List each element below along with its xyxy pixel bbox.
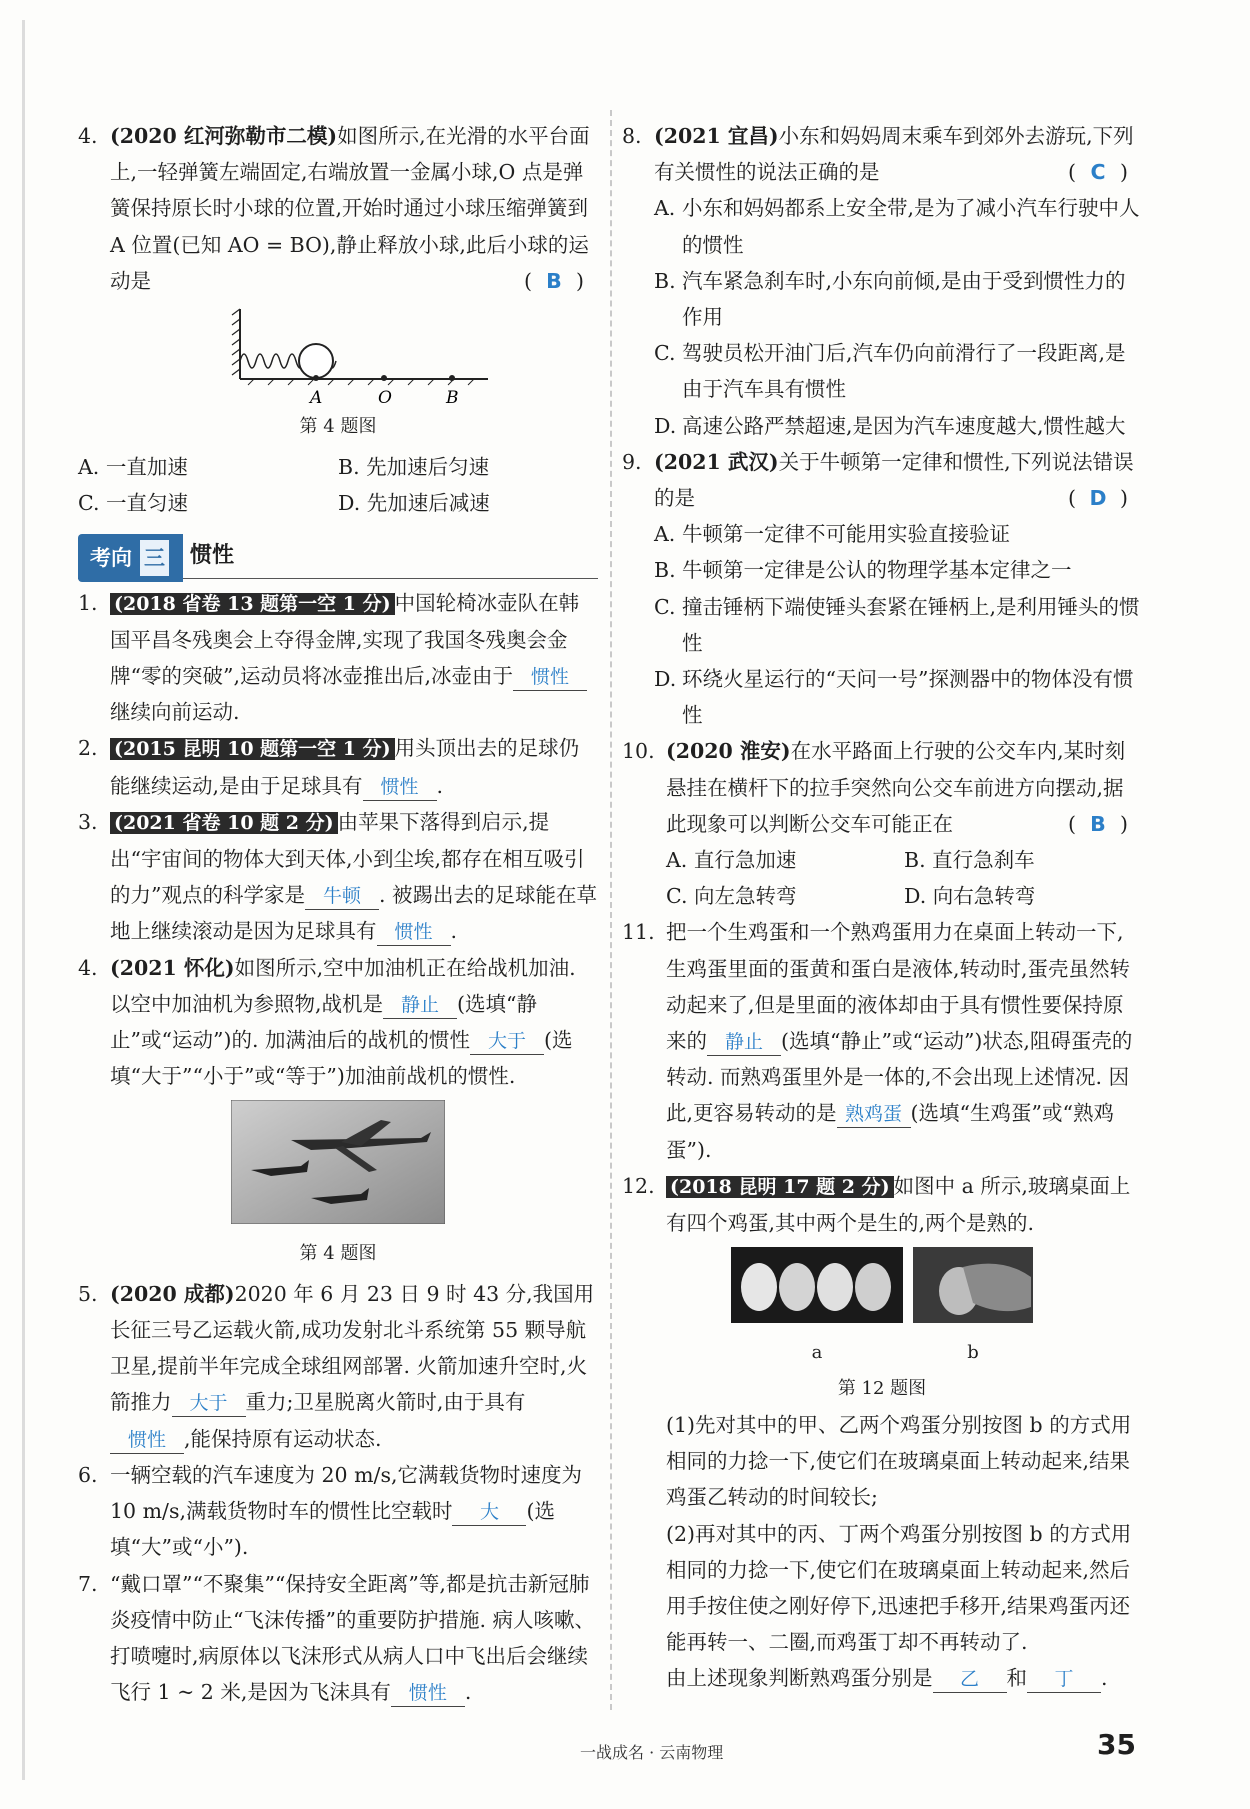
- option-b: B. 先加速后匀速: [338, 455, 490, 480]
- option-a: A. 一直加速: [78, 455, 188, 480]
- q12-part-1: (1)先对其中的甲、乙两个鸡蛋分别按图 b 的方式用相同的力捻一下,使它们在玻璃桌面上转动起来,结果鸡蛋乙转动的时间较长;: [666, 1412, 1132, 1510]
- exam-tag: (2018 昆明 17 题 2 分): [666, 1176, 894, 1198]
- question-text: 如图所示,在光滑的水平台面上,一轻弹簧左端固定,右端放置一金属小球,O 点是弹簧保持原长时小球的位置,开始时通过小球压缩弹簧到 A 位置(已知 AO = BO),静止释放小球,此后小球的运动是: [110, 124, 590, 293]
- answer-blank: 惯性: [110, 1427, 184, 1454]
- column-divider: [610, 110, 612, 1710]
- answer-blank: 大: [452, 1499, 526, 1526]
- section-header: [78, 530, 598, 579]
- answer-paren: ( B ): [1068, 806, 1128, 842]
- answer-blank: 惯性: [363, 774, 437, 801]
- option-b: B. 直行急刹车: [904, 848, 1035, 873]
- answer-paren: ( C ): [1068, 154, 1128, 190]
- answer-blank: 大于: [172, 1390, 246, 1417]
- answer-blank: 牛顿: [305, 883, 379, 910]
- figure-caption: 第 4 题图: [299, 1242, 377, 1264]
- option-c: C. 一直匀速: [78, 491, 189, 516]
- options: [666, 878, 1142, 914]
- option-c: C. 撞击锤柄下端使锤头套紧在锤柄上,是利用锤头的惯性: [654, 594, 1140, 655]
- option-d: D. 先加速后减速: [338, 491, 490, 516]
- option-b: B. 牛顿第一定律是公认的物理学基本定律之一: [654, 558, 1072, 583]
- label-b: B: [446, 388, 459, 408]
- answer-blank: 惯性: [377, 919, 451, 946]
- exam-tag: (2015 昆明 10 题第一空 1 分): [110, 738, 395, 760]
- book-footer: 一战成名 · 云南物理: [580, 1743, 724, 1762]
- q12-conclusion: 由上述现象判断熟鸡蛋分别是 乙 和 丁 .: [622, 1660, 1142, 1696]
- answer-blank: 惯性: [391, 1680, 465, 1707]
- option-c: C. 向左急转弯: [666, 884, 797, 909]
- question-11: 11. 把一个生鸡蛋和一个熟鸡蛋用力在桌面上转动一下,生鸡蛋里面的蛋黄和蛋白是液体,转动时,蛋壳虽然转动起来了,但是里面的液体却由于具有惯性要保持原来的 静止 (选填“静止”或“运动”)状态,阻碍蛋壳的转动. 而熟鸡蛋里外是一体的,不会出现上述情况. 因此,更容易转动的是 熟鸡蛋 (选填“生鸡蛋”或“熟鸡蛋”).: [622, 920, 1133, 1162]
- aircraft-photo: [78, 1100, 598, 1235]
- answer-paren: ( D ): [1068, 480, 1128, 516]
- section-pill: 考向 三: [78, 534, 183, 582]
- hand-egg-image: [913, 1247, 1033, 1323]
- option-d: D. 环绕火星运行的“天问一号”探测器中的物体没有惯性: [654, 667, 1134, 728]
- answer-choice: D: [1089, 486, 1107, 511]
- question-5: 5. (2020 成都)2020 年 6 月 23 日 9 时 43 分,我国用长征三号乙运载火箭,成功发射北斗系统第 55 颗导航卫星,提前半年完成全球组网部署. 火箭加速升空时,火箭推力 大于 重力;卫星脱离火箭时,由于具有惯性 ,能保持原有运动状态.: [78, 1276, 598, 1457]
- answer-choice: C: [1090, 160, 1106, 185]
- right-column: [622, 118, 1142, 1697]
- option-a: A. 直行急加速: [666, 848, 797, 873]
- question-7: 7. “戴口罩”“不聚集”“保持安全距离”等,都是抗击新冠肺炎疫情中防止“飞沫传播”的重要防护措施. 病人咳嗽、打喷嚏时,病原体以飞沫形式从病人口中飞出后会继续飞行 1 ~ 2 米,是因为飞沫具有 惯性 .: [78, 1566, 598, 1711]
- question-6: 6. 一辆空载的汽车速度为 20 m/s,它满载货物时速度为 10 m/s,满载货物时车的惯性比空载时 大 (选填“大”或“小”).: [78, 1462, 582, 1560]
- exam-tag: (2018 省卷 13 题第一空 1 分): [110, 593, 395, 615]
- option-a: A. 小东和妈妈都系上安全带,是为了减小汽车行驶中人的惯性: [654, 196, 1140, 257]
- spring-diagram: [188, 299, 488, 407]
- answer-blank: 静止: [383, 992, 457, 1019]
- label-o: O: [378, 388, 392, 408]
- question-4b: 4. (2021 怀化)如图所示,空中加油机正在给战机加油. 以空中加油机为参照物,战机是 静止 (选填“静止”或“运动”)的. 加满油后的战机的惯性 大于 (选填“大于”“小于”或“等于”)加油前战机的惯性.: [78, 955, 576, 1089]
- options: [78, 449, 598, 485]
- answer-blank: 静止: [707, 1029, 781, 1056]
- q12-part-2: (2)再对其中的丙、丁两个鸡蛋分别按图 b 的方式用相同的力捻一下,使它们在玻璃桌面上转动起来,然后用手按住使之刚好停下,迅速把手移开,结果鸡蛋丙还能再转一、二圈,而鸡蛋丁却不再转动了.: [666, 1521, 1132, 1655]
- binding-edge: [22, 20, 25, 1780]
- option-b: B. 汽车紧急刹车时,小东向前倾,是由于受到惯性力的作用: [654, 268, 1126, 330]
- option-d: D. 向右急转弯: [904, 884, 1036, 909]
- question-8: 8. (2021 宜昌)小东和妈妈周末乘车到郊外去游玩,下列有关惯性的说法正确的是 ( C ): [622, 118, 1142, 190]
- options: [666, 842, 1142, 878]
- figure-a-label: a: [811, 1341, 823, 1363]
- question-3: 3. (2021 省卷 10 题 2 分) 由苹果下落得到启示,提出“宇宙间的物体大到天体,小到尘埃,都存在相互吸引的力”观点的科学家是 牛顿 . 被踢出去的足球能在草地上继续滚动是因为足球具有 惯性 .: [78, 804, 598, 950]
- egg-figures: [622, 1247, 1142, 1370]
- spring-figure: [78, 299, 598, 409]
- options: [78, 485, 598, 521]
- question-9: 9. (2021 武汉)关于牛顿第一定律和惯性,下列说法错误的是 ( D ): [622, 444, 1142, 516]
- option-c: C. 驾驶员松开油门后,汽车仍向前滑行了一段距离,是由于汽车具有惯性: [654, 341, 1126, 402]
- left-column: [78, 118, 598, 1710]
- option-d: D. 高速公路严禁超速,是因为汽车速度越大,惯性越大: [654, 413, 1126, 438]
- figure-b-label: b: [967, 1341, 979, 1363]
- figure-caption: 第 12 题图: [837, 1377, 927, 1399]
- answer-blank: 熟鸡蛋: [837, 1101, 911, 1128]
- page-number: 35: [1097, 1728, 1136, 1761]
- question-12: 12. (2018 昆明 17 题 2 分) 如图中 a 所示,玻璃桌面上有四个鸡蛋,其中两个是生的,两个是熟的.: [622, 1173, 1131, 1236]
- answer-blank: 丁: [1027, 1666, 1101, 1693]
- answer-choice: B: [1090, 811, 1106, 836]
- exam-tag: (2021 省卷 10 题 2 分): [110, 812, 338, 834]
- figure-caption: 第 4 题图: [299, 416, 377, 438]
- refueling-aircraft-image: [231, 1100, 445, 1224]
- answer-blank: 大于: [470, 1028, 544, 1055]
- question-2: 2. (2015 昆明 10 题第一空 1 分) 用头顶出去的足球仍能继续运动,是由于足球具有 惯性 .: [78, 730, 598, 803]
- figure-a: [731, 1247, 903, 1370]
- answer-choice: B: [546, 268, 562, 293]
- question-number: 4.: [78, 124, 98, 148]
- question-source: (2020 红河弥勒市二模): [110, 124, 338, 148]
- section-number: 三: [138, 538, 171, 578]
- question-1: 1. (2018 省卷 13 题第一空 1 分) 中国轮椅冰壶队在韩国平昌冬残奥会上夺得金牌,实现了我国冬残奥会金牌“零的突破”,运动员将冰壶推出后,冰壶由于 惯性继续向前运动.: [78, 585, 598, 731]
- figure-b: [913, 1247, 1033, 1370]
- four-eggs-image: [731, 1247, 903, 1323]
- label-a: A: [310, 388, 323, 408]
- answer-blank: 惯性: [513, 664, 587, 691]
- answer-paren: ( B ): [524, 263, 584, 299]
- section-title: 惯性: [190, 542, 235, 568]
- answer-blank: 乙: [933, 1666, 1007, 1693]
- question-4: [78, 118, 598, 299]
- question-10: 10. (2020 淮安)在水平路面上行驶的公交车内,某时刻悬挂在横杆下的拉手突然向公交车前进方向摆动,据此现象可以判断公交车可能正在 ( B ): [622, 733, 1142, 842]
- option-a: A. 牛顿第一定律不可能用实验直接验证: [654, 522, 1010, 547]
